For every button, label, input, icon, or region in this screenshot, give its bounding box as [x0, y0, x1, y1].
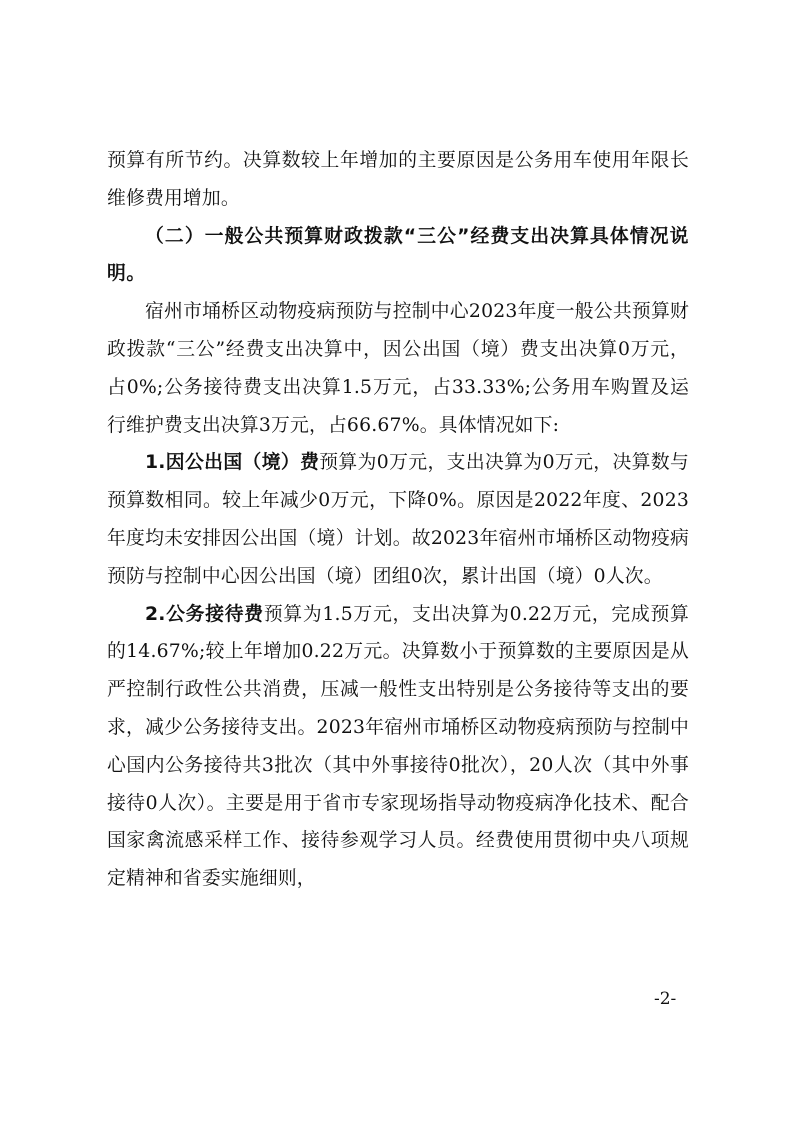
overseas-travel-label: 1.因公出国（境）费 — [145, 452, 320, 474]
paragraph-overseas-travel — [107, 444, 689, 595]
official-reception-text: 预算为1.5万元，支出决算为0.22万元，完成预算的14.67%;较上年增加0.22万元。决算数小于预算数的主要原因是从严控制行政性公共消费，压减一般性支出特别是公务接待等支出的要求，减少公务接待支出。2023年宿州市埇桥区动物疫病预防与控制中心国内公务接待共3批次（其中外事接待0批次），20人次（其中外事接待0人次）。主要是用于省市专家现场指导动物疫病净化技术、配合国家禽流感采样工作、接待参观学习人员。经费使用贯彻中央八项规定精神和省委实施细则， — [107, 603, 689, 890]
paragraph-budget-savings: 预算有所节约。决算数较上年增加的主要原因是公务用车使用年限长维修费用增加。 — [107, 150, 689, 209]
overseas-travel-text: 预算为0万元，支出决算为0万元，决算数与预算数相同。较上年减少0万元，下降0%。原因是2022年度、2023年度均未安排因公出国（境）计划。故2023年宿州市埇桥区动物疫病预防与控制中心因公出国（境）团组0次，累计出国（境）0人次。 — [107, 452, 689, 587]
official-reception-label: 2.公务接待费 — [145, 603, 264, 625]
paragraph-summary: 宿州市埇桥区动物疫病预防与控制中心2023年度一般公共预算财政拨款“三公”经费支出决算中，因公出国（境）费支出决算0万元，占0%;公务接待费支出决算1.5万元，占33.33%;公务用车购置及运行维护费支出决算3万元，占66.67%。具体情况如下: — [107, 301, 689, 436]
page-number: -2- — [654, 989, 677, 1009]
document-body — [107, 142, 689, 898]
section-heading: （二）一般公共预算财政拨款“三公”经费支出决算具体情况说明。 — [107, 225, 689, 285]
paragraph-official-reception — [107, 596, 689, 898]
